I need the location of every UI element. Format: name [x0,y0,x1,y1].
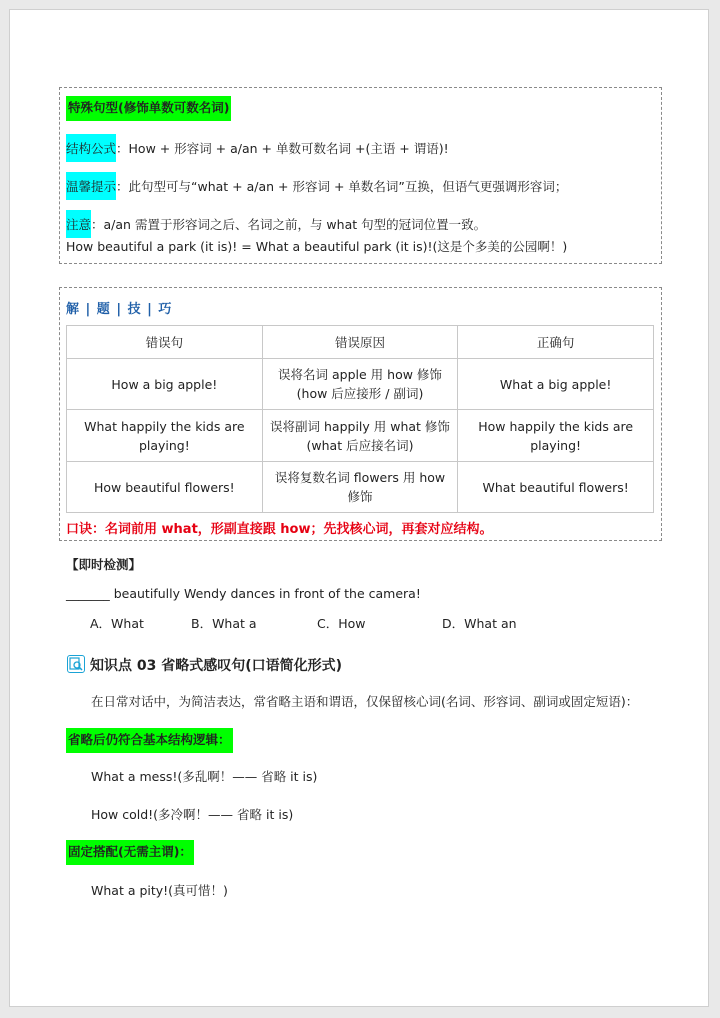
kp-intro: 在日常对话中，为简洁表达，常省略主语和谓语，仅保留核心词(名词、形容词、副词或固定短语)： [91,694,639,709]
tip-line [66,172,567,200]
note-text: ：a/an 需置于形容词之后、名词之前，与 what 句型的冠词位置一致。 [91,217,487,232]
tip-text: ：此句型可与“what + a/an + 形容词 + 单数名词”互换，但语气更强调形容词； [116,179,568,194]
quiz-option-c[interactable]: C．How [317,616,366,631]
cell-right: How happily the kids are playing! [458,410,654,462]
kp-example-3: What a pity!(真可惜！) [91,883,228,898]
quiz-title: 【即时检测】 [66,557,142,572]
quiz-option-b[interactable]: B．What a [191,616,257,631]
tips-title: 解 | 题 | 技 | 巧 [66,302,173,317]
formula-text: ：How + 形容词 + a/an + 单数可数名词 +(主语 + 谓语)! [116,141,449,156]
search-document-icon [67,655,85,673]
cell-reason: 误将复数名词 flowers 用 how 修饰 [262,462,458,513]
rhyme-text: 口诀：名词前用 what，形副直接跟 how；先找核心词，再套对应结构。 [66,522,493,537]
error-table [66,325,654,513]
quiz-option-d[interactable]: D．What an [442,616,517,631]
formula-tag: 结构公式 [66,134,116,162]
table-row [67,410,654,462]
header-reason: 错误原因 [262,326,458,359]
tip-tag: 温馨提示 [66,172,116,200]
example-sentence: How beautiful a park (it is)! = What a beautiful park (it is)!(这是个多美的公园啊！) [66,239,568,254]
cell-reason: 误将名词 apple 用 how 修饰(how 后应接形 / 副词) [262,359,458,410]
table-row [67,462,654,513]
table-row [67,359,654,410]
header-wrong: 错误句 [67,326,263,359]
note-line [66,210,486,238]
kp-sub1-text: 省略后仍符合基本结构逻辑： [66,728,233,753]
header-right: 正确句 [458,326,654,359]
kp-example-1: What a mess!(多乱啊！—— 省略 it is) [91,769,318,784]
cell-wrong: How a big apple! [67,359,263,410]
cell-wrong: How beautiful flowers! [67,462,263,513]
table-header-row [67,326,654,359]
kp-sub2-text: 固定搭配(无需主谓)： [66,840,194,865]
special-title [66,96,231,121]
quiz-question: _______ beautifully Wendy dances in front of the camera! [66,586,421,601]
note-tag: 注意 [66,210,91,238]
kp-sub2 [66,840,194,865]
document-page [9,9,709,1007]
quiz-option-a[interactable]: A．What [90,616,144,631]
special-title-text: 特殊句型(修饰单数可数名词) [66,96,231,121]
cell-wrong: What happily the kids are playing! [67,410,263,462]
cell-right: What a big apple! [458,359,654,410]
cell-reason: 误将副词 happily 用 what 修饰(what 后应接名词) [262,410,458,462]
knowledge-point-title: 知识点 03 省略式感叹句(口语简化形式) [90,658,343,674]
formula-line [66,134,449,162]
cell-right: What beautiful flowers! [458,462,654,513]
kp-sub1 [66,728,233,753]
kp-example-2: How cold!(多冷啊！—— 省略 it is) [91,807,294,822]
